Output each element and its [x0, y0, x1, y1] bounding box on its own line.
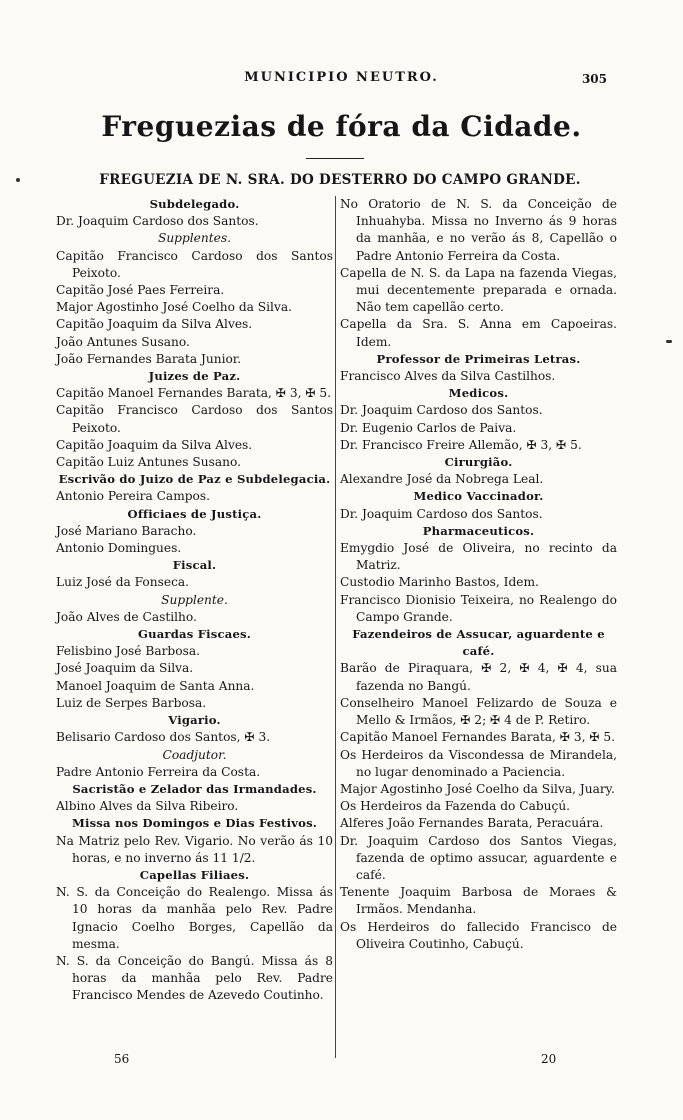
list-entry: Os Herdeiros do fallecido Francisco de Oliveira Coutinho, Cabuçú.	[340, 919, 617, 951]
section-heading: Medico Vaccinador.	[413, 489, 544, 504]
section-heading: Capellas Filiaes.	[139, 867, 250, 882]
list-entry: Emygdio José de Oliveira, no recinto da Matriz.	[340, 541, 617, 573]
section-heading: Pharmaceuticos.	[422, 523, 535, 538]
list-entry: Felisbino José Barbosa.	[56, 644, 200, 659]
margin-speck	[666, 340, 672, 343]
list-entry: Capella de N. S. da Lapa na fazenda Viegas, mui decentemente preparada e ornada. Não tem capellão certo.	[340, 265, 617, 315]
section-heading: Cirurgião.	[444, 455, 513, 470]
list-entry: Francisco Alves da Silva Castilhos.	[340, 369, 556, 384]
list-entry: Dr. Joaquim Cardoso dos Santos.	[340, 506, 543, 521]
list-entry: João Antunes Susano.	[56, 334, 190, 349]
list-entry: Dr. Francisco Freire Allemão, ✠ 3, ✠ 5.	[340, 437, 582, 452]
section-heading: Fiscal.	[172, 558, 217, 573]
list-entry: Alferes João Fernandes Barata, Peracuára.	[340, 816, 604, 831]
list-entry: Os Herdeiros da Viscondessa de Mirandela, no lugar denominado a Paciencia.	[340, 747, 617, 779]
list-entry: Manoel Joaquim de Santa Anna.	[56, 678, 255, 693]
column-divider	[335, 196, 336, 1058]
list-entry: Antonio Domingues.	[56, 541, 182, 556]
list-entry: José Joaquim da Silva.	[56, 661, 194, 676]
list-entry: Na Matriz pelo Rev. Vigario. No verão ás 10 horas, e no inverno ás 11 1/2.	[56, 833, 333, 865]
list-entry: N. S. da Conceição do Bangú. Missa ás 8 horas da manhãa pelo Rev. Padre Francisco Mendes de Azevedo Coutinho.	[56, 953, 333, 1003]
list-entry: Luiz José da Fonseca.	[56, 575, 190, 590]
list-entry: Belisario Cardoso dos Santos, ✠ 3.	[56, 730, 271, 745]
list-entry: Capella da Sra. S. Anna em Capoeiras. Idem.	[340, 317, 617, 349]
list-entry: Capitão José Paes Ferreira.	[56, 283, 225, 298]
list-entry: Luiz de Serpes Barbosa.	[56, 695, 207, 710]
list-entry: Conselheiro Manoel Felizardo de Souza e Mello & Irmãos, ✠ 2; ✠ 4 de P. Retiro.	[340, 695, 617, 728]
list-entry: Alexandre José da Nobrega Leal.	[340, 472, 544, 487]
section-heading: Guardas Fiscaes.	[137, 627, 251, 642]
list-entry: Dr. Eugenio Carlos de Paiva.	[340, 420, 517, 435]
list-entry: Antonio Pereira Campos.	[56, 489, 211, 504]
list-entry: Custodio Marinho Bastos, Idem.	[340, 575, 539, 590]
left-column	[56, 196, 333, 1005]
list-entry: Padre Antonio Ferreira da Costa.	[56, 764, 261, 779]
list-entry: Capitão Luiz Antunes Susano.	[56, 455, 241, 470]
list-entry: Francisco Dionisio Teixeira, no Realengo do Campo Grande.	[340, 592, 617, 624]
signature-mark-left: 56	[114, 1052, 130, 1066]
list-entry: No Oratorio de N. S. da Conceição de Inhuahyba. Missa no Inverno ás 9 horas da manhãa, e no verão ás 8, Capellão o Padre Antonio Ferreira da Costa.	[340, 197, 617, 263]
section-heading: Fazendeiros de Assucar, aguardente e café.	[352, 627, 605, 659]
list-entry: Major Agostinho José Coelho da Silva, Juary.	[340, 781, 615, 796]
section-heading: Coadjutor.	[162, 747, 227, 762]
list-entry: Capitão Manoel Fernandes Barata, ✠ 3, ✠ 5.	[56, 386, 332, 401]
list-entry: João Alves de Castilho.	[56, 609, 197, 624]
list-entry: Capitão Francisco Cardoso dos Santos Peixoto.	[56, 248, 333, 280]
page-number: 305	[581, 72, 607, 86]
list-entry: João Fernandes Barata Junior.	[56, 351, 242, 366]
section-heading: Supplente.	[161, 592, 228, 607]
section-heading: Vigario.	[168, 713, 221, 728]
list-entry: Capitão Joaquim da Silva Alves.	[56, 317, 253, 332]
section-heading: Escrivão do Juizo de Paz e Subdelegacia.	[58, 472, 331, 487]
list-entry: N. S. da Conceição do Realengo. Missa ás 10 horas da manhãa pelo Rev. Padre Ignacio Coelho Borges, Capellão da mesma.	[56, 885, 333, 951]
list-entry: Albino Alves da Silva Ribeiro.	[56, 799, 239, 814]
parish-heading: FREGUEZIA DE N. SRA. DO DESTERRO DO CAMPO GRANDE.	[99, 172, 581, 188]
section-heading: Professor de Primeiras Letras.	[376, 351, 581, 366]
section-heading: Sacristão e Zelador das Irmandades.	[72, 781, 317, 796]
right-column	[340, 196, 617, 953]
list-entry: Capitão Joaquim da Silva Alves.	[56, 437, 253, 452]
list-entry: Dr. Joaquim Cardoso dos Santos.	[340, 403, 543, 418]
section-heading: Juizes de Paz.	[148, 369, 241, 384]
list-entry: Os Herdeiros da Fazenda do Cabuçú.	[340, 799, 571, 814]
list-entry: José Mariano Baracho.	[56, 523, 197, 538]
list-entry: Capitão Francisco Cardoso dos Santos Peixoto.	[56, 403, 333, 435]
section-heading: Supplentes.	[157, 231, 231, 246]
page-title: Freguezias de fóra da Cidade.	[101, 110, 582, 143]
signature-mark-right: 20	[541, 1052, 557, 1066]
section-heading: Medicos.	[448, 386, 509, 401]
margin-speck	[16, 178, 20, 182]
list-entry: Dr. Joaquim Cardoso dos Santos.	[56, 214, 259, 229]
list-entry: Barão de Piraquara, ✠ 2, ✠ 4, ✠ 4, sua fazenda no Bangú.	[340, 661, 617, 693]
list-entry: Capitão Manoel Fernandes Barata, ✠ 3, ✠ 5.	[340, 730, 616, 745]
running-title: MUNICIPIO NEUTRO.	[244, 70, 439, 85]
section-heading: Officiaes de Justiça.	[127, 506, 262, 521]
list-entry: Major Agostinho José Coelho da Silva.	[56, 300, 292, 315]
list-entry: Tenente Joaquim Barbosa de Moraes & Irmãos. Mendanha.	[340, 885, 617, 917]
list-entry: Dr. Joaquim Cardoso dos Santos Viegas, fazenda de optimo assucar, aguardente e café.	[340, 833, 617, 882]
section-heading: Missa nos Domingos e Dias Festivos.	[71, 816, 318, 831]
section-heading: Subdelegado.	[149, 197, 240, 211]
title-rule	[306, 158, 364, 159]
